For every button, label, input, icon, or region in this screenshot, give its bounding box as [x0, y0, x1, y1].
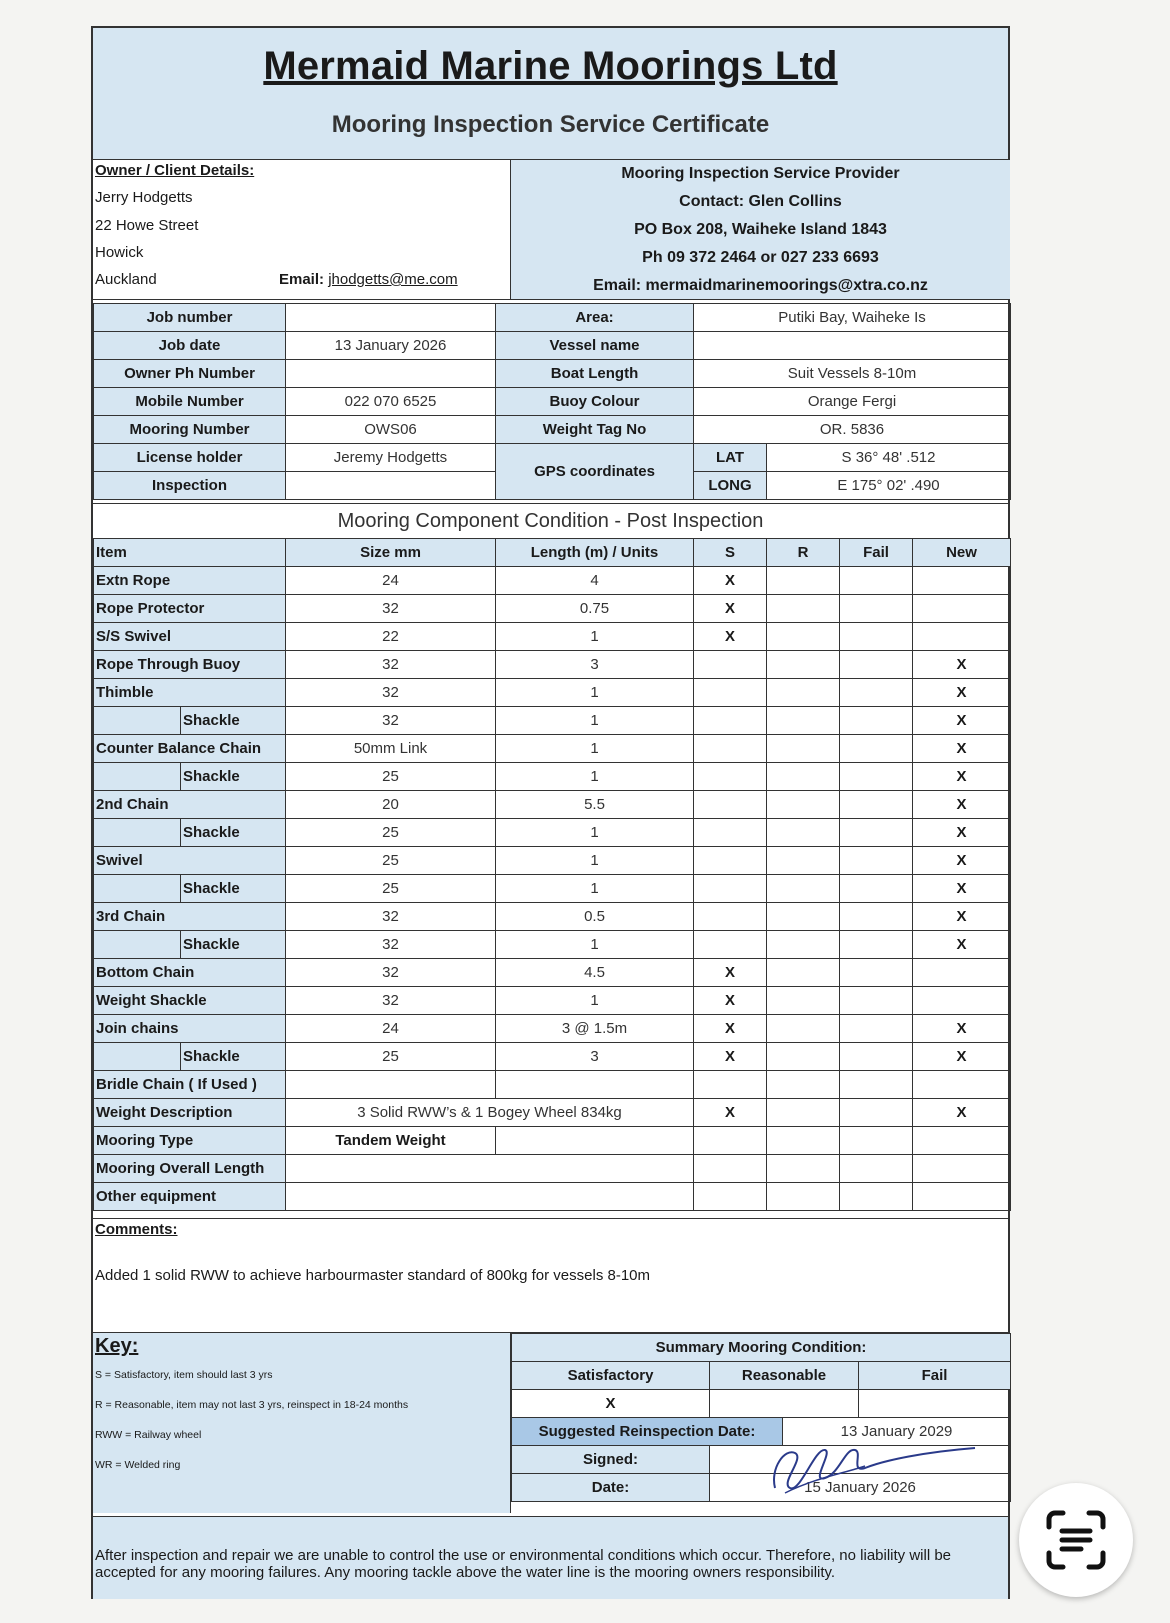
job-right-label-2: Boat Length	[496, 360, 694, 388]
mooring-type-label: Mooring Type	[94, 1127, 286, 1155]
title-block	[93, 28, 1008, 160]
component-size: 32	[286, 707, 496, 735]
signed-label: Signed:	[512, 1446, 710, 1474]
component-item: Shackle	[181, 1043, 286, 1071]
comments-label: Comments:	[95, 1221, 178, 1238]
component-item: Extn Rope	[94, 567, 286, 595]
component-indent	[94, 819, 181, 847]
component-fail	[840, 903, 913, 931]
component-indent	[94, 763, 181, 791]
job-details-table	[93, 303, 1011, 500]
component-r	[767, 707, 840, 735]
component-item: Thimble	[94, 679, 286, 707]
job-value-4: OWS06	[286, 416, 496, 444]
owner-details	[93, 160, 511, 300]
component-fail	[840, 1043, 913, 1071]
provider-line-1: Mooring Inspection Service Provider	[621, 165, 900, 182]
component-item: Shackle	[181, 875, 286, 903]
component-item: Join chains	[94, 1015, 286, 1043]
component-fail	[840, 959, 913, 987]
component-length: 1	[496, 679, 694, 707]
table-row	[94, 707, 1011, 735]
job-label-6: Inspection	[94, 472, 286, 500]
component-indent	[94, 707, 181, 735]
component-fail	[840, 651, 913, 679]
component-length: 3	[496, 1043, 694, 1071]
component-size: 32	[286, 595, 496, 623]
text-scan-icon	[1045, 1509, 1107, 1571]
col-r: R	[767, 539, 840, 567]
component-item: Shackle	[181, 931, 286, 959]
component-fail	[840, 1015, 913, 1043]
component-r	[767, 819, 840, 847]
component-s	[694, 763, 767, 791]
component-s: X	[694, 623, 767, 651]
component-length: 1	[496, 987, 694, 1015]
job-right-value-0: Putiki Bay, Waiheke Is	[694, 304, 1011, 332]
component-s	[694, 735, 767, 763]
table-row	[94, 987, 1011, 1015]
component-item: Rope Protector	[94, 595, 286, 623]
component-new	[913, 567, 1011, 595]
overall-length-label: Mooring Overall Length	[94, 1155, 286, 1183]
component-fail	[840, 763, 913, 791]
weight-s: X	[694, 1099, 767, 1127]
component-size: 32	[286, 651, 496, 679]
component-indent	[94, 875, 181, 903]
component-item: Bridle Chain ( If Used )	[94, 1071, 286, 1099]
summary-mark: X	[512, 1390, 710, 1418]
mooring-type-value: Tandem Weight	[286, 1127, 496, 1155]
component-new: X	[913, 735, 1011, 763]
col-new: New	[913, 539, 1011, 567]
job-right-value-1	[694, 332, 1011, 360]
component-length: 1	[496, 819, 694, 847]
table-row	[94, 875, 1011, 903]
component-length: 4	[496, 567, 694, 595]
table-row	[94, 567, 1011, 595]
component-item: Shackle	[181, 819, 286, 847]
provider-phone: Ph 09 372 2464 or 027 233 6693	[642, 249, 879, 266]
component-fail	[840, 623, 913, 651]
owner-email-link[interactable]: jhodgetts@me.com	[328, 271, 458, 288]
component-r	[767, 987, 840, 1015]
component-new: X	[913, 875, 1011, 903]
component-s	[694, 847, 767, 875]
component-length: 1	[496, 707, 694, 735]
component-s: X	[694, 987, 767, 1015]
component-size: 25	[286, 875, 496, 903]
signature-cell	[710, 1446, 1011, 1474]
component-new: X	[913, 679, 1011, 707]
job-right-label-1: Vessel name	[496, 332, 694, 360]
summary-reasonable: Reasonable	[710, 1362, 859, 1390]
component-size: 32	[286, 679, 496, 707]
key-s: S = Satisfactory, item should last 3 yrs	[95, 1369, 273, 1381]
component-item: S/S Swivel	[94, 623, 286, 651]
lat-label: LAT	[694, 444, 767, 472]
component-fail	[840, 875, 913, 903]
owner-city: Auckland	[95, 271, 157, 288]
table-row	[94, 651, 1011, 679]
component-new: X	[913, 931, 1011, 959]
table-row	[94, 847, 1011, 875]
component-fail	[840, 735, 913, 763]
component-s	[694, 903, 767, 931]
job-right-value-4: OR. 5836	[694, 416, 1011, 444]
component-length	[496, 1071, 694, 1099]
component-item: Swivel	[94, 847, 286, 875]
component-fail	[840, 987, 913, 1015]
component-new: X	[913, 1015, 1011, 1043]
owner-email-label: Email:	[279, 271, 325, 288]
component-new: X	[913, 1043, 1011, 1071]
date-label: Date:	[512, 1474, 710, 1502]
table-row	[94, 791, 1011, 819]
components-table	[93, 538, 1011, 1211]
component-s	[694, 819, 767, 847]
component-fail	[840, 1071, 913, 1099]
key-r: R = Reasonable, item may not last 3 yrs, reinspect in 18-24 months	[95, 1399, 409, 1411]
owner-name: Jerry Hodgetts	[95, 189, 193, 206]
component-size: 25	[286, 819, 496, 847]
table-row	[94, 623, 1011, 651]
component-r	[767, 1015, 840, 1043]
component-length: 1	[496, 847, 694, 875]
component-fail	[840, 791, 913, 819]
key-label: Key:	[95, 1335, 139, 1357]
component-s	[694, 707, 767, 735]
component-item: Bottom Chain	[94, 959, 286, 987]
job-value-0	[286, 304, 496, 332]
job-label-4: Mooring Number	[94, 416, 286, 444]
component-indent	[94, 931, 181, 959]
component-s: X	[694, 1043, 767, 1071]
job-label-0: Job number	[94, 304, 286, 332]
component-item: Counter Balance Chain	[94, 735, 286, 763]
component-new: X	[913, 903, 1011, 931]
provider-address: PO Box 208, Waiheke Island 1843	[634, 221, 887, 238]
component-r	[767, 763, 840, 791]
component-item: Shackle	[181, 763, 286, 791]
component-size: 24	[286, 1015, 496, 1043]
component-s	[694, 1071, 767, 1099]
col-s: S	[694, 539, 767, 567]
table-row	[94, 959, 1011, 987]
component-length: 1	[496, 735, 694, 763]
component-r	[767, 595, 840, 623]
component-r	[767, 875, 840, 903]
col-size: Size mm	[286, 539, 496, 567]
component-size: 24	[286, 567, 496, 595]
component-s	[694, 931, 767, 959]
component-size: 32	[286, 959, 496, 987]
job-value-3: 022 070 6525	[286, 388, 496, 416]
summary-heading: Summary Mooring Condition:	[512, 1334, 1011, 1362]
component-size: 32	[286, 931, 496, 959]
long-label: LONG	[694, 472, 767, 500]
component-length: 1	[496, 623, 694, 651]
job-right-value-2: Suit Vessels 8-10m	[694, 360, 1011, 388]
component-length: 0.75	[496, 595, 694, 623]
component-r	[767, 735, 840, 763]
liability-footer	[93, 1516, 1008, 1599]
job-value-6	[286, 472, 496, 500]
component-size: 22	[286, 623, 496, 651]
comments-box	[93, 1218, 1008, 1332]
component-r	[767, 903, 840, 931]
weight-new: X	[913, 1099, 1011, 1127]
component-s: X	[694, 595, 767, 623]
key-wr: WR = Welded ring	[95, 1459, 181, 1471]
table-row	[94, 819, 1011, 847]
job-label-2: Owner Ph Number	[94, 360, 286, 388]
table-row	[94, 1043, 1011, 1071]
component-s	[694, 875, 767, 903]
table-row	[94, 735, 1011, 763]
table-row	[94, 1071, 1011, 1099]
component-r	[767, 959, 840, 987]
component-item: Weight Shackle	[94, 987, 286, 1015]
table-row	[94, 1015, 1011, 1043]
component-size	[286, 1071, 496, 1099]
job-value-5: Jeremy Hodgetts	[286, 444, 496, 472]
component-fail	[840, 931, 913, 959]
component-fail	[840, 847, 913, 875]
summary-box	[511, 1332, 1010, 1513]
component-new: X	[913, 763, 1011, 791]
component-size: 25	[286, 1043, 496, 1071]
component-r	[767, 1071, 840, 1099]
component-indent	[94, 1043, 181, 1071]
component-fail	[840, 595, 913, 623]
component-r	[767, 679, 840, 707]
component-new: X	[913, 707, 1011, 735]
component-r	[767, 623, 840, 651]
component-r	[767, 791, 840, 819]
owner-heading: Owner / Client Details:	[95, 162, 255, 179]
table-row	[94, 903, 1011, 931]
lat-value: S 36° 48' .512	[767, 444, 1011, 472]
provider-contact: Contact: Glen Collins	[679, 193, 842, 210]
component-length: 1	[496, 931, 694, 959]
job-right-label-4: Weight Tag No	[496, 416, 694, 444]
component-item: Rope Through Buoy	[94, 651, 286, 679]
provider-details	[511, 160, 1010, 300]
reinspect-label: Suggested Reinspection Date:	[512, 1418, 783, 1446]
component-length: 1	[496, 875, 694, 903]
job-right-label-0: Area:	[496, 304, 694, 332]
job-label-3: Mobile Number	[94, 388, 286, 416]
key-box	[93, 1332, 511, 1513]
component-s	[694, 679, 767, 707]
component-size: 20	[286, 791, 496, 819]
component-fail	[840, 819, 913, 847]
component-s: X	[694, 567, 767, 595]
long-value: E 175° 02' .490	[767, 472, 1011, 500]
job-right-value-3: Orange Fergi	[694, 388, 1011, 416]
table-row	[94, 931, 1011, 959]
component-item: 3rd Chain	[94, 903, 286, 931]
component-new	[913, 595, 1011, 623]
table-row	[94, 595, 1011, 623]
job-value-1: 13 January 2026	[286, 332, 496, 360]
job-label-1: Job date	[94, 332, 286, 360]
component-length: 0.5	[496, 903, 694, 931]
component-new: X	[913, 819, 1011, 847]
component-fail	[840, 679, 913, 707]
table-row	[94, 763, 1011, 791]
component-length: 1	[496, 763, 694, 791]
certificate-sheet	[91, 26, 1010, 1599]
component-item: Shackle	[181, 707, 286, 735]
certificate-title: Mooring Inspection Service Certificate	[331, 111, 770, 138]
summary-satisfactory: Satisfactory	[512, 1362, 710, 1390]
component-size: 50mm Link	[286, 735, 496, 763]
component-size: 25	[286, 847, 496, 875]
job-right-label-3: Buoy Colour	[496, 388, 694, 416]
company-name: Mermaid Marine Moorings Ltd	[263, 44, 838, 88]
component-size: 32	[286, 903, 496, 931]
component-s: X	[694, 1015, 767, 1043]
component-new	[913, 623, 1011, 651]
component-size: 32	[286, 987, 496, 1015]
component-new	[913, 987, 1011, 1015]
component-length: 5.5	[496, 791, 694, 819]
component-length: 4.5	[496, 959, 694, 987]
component-new: X	[913, 651, 1011, 679]
component-r	[767, 1043, 840, 1071]
weight-label: Weight Description	[94, 1099, 286, 1127]
provider-email: Email: mermaidmarinemoorings@xtra.co.nz	[593, 277, 928, 294]
comments-text: Added 1 solid RWW to achieve harbourmaster standard of 800kg for vessels 8-10m	[95, 1267, 650, 1284]
owner-suburb: Howick	[95, 244, 144, 261]
component-new	[913, 1071, 1011, 1099]
component-size: 25	[286, 763, 496, 791]
component-s: X	[694, 959, 767, 987]
signature	[755, 1438, 985, 1498]
col-item: Item	[94, 539, 286, 567]
job-label-5: License holder	[94, 444, 286, 472]
component-length: 3	[496, 651, 694, 679]
job-value-2	[286, 360, 496, 388]
table-row	[94, 679, 1011, 707]
component-r	[767, 931, 840, 959]
component-new	[913, 959, 1011, 987]
col-fail: Fail	[840, 539, 913, 567]
component-fail	[840, 707, 913, 735]
component-length: 3 @ 1.5m	[496, 1015, 694, 1043]
owner-street: 22 Howe Street	[95, 217, 199, 234]
component-fail	[840, 567, 913, 595]
component-r	[767, 567, 840, 595]
gps-label: GPS coordinates	[496, 444, 694, 500]
component-s	[694, 791, 767, 819]
summary-fail: Fail	[859, 1362, 1011, 1390]
weight-value: 3 Solid RWW’s & 1 Bogey Wheel 834kg	[286, 1099, 694, 1127]
component-item: 2nd Chain	[94, 791, 286, 819]
component-r	[767, 847, 840, 875]
summary-table	[511, 1333, 1011, 1502]
col-length: Length (m) / Units	[496, 539, 694, 567]
other-equipment-label: Other equipment	[94, 1183, 286, 1211]
liability-text: After inspection and repair we are unable to control the use or environmental conditions which occur. Therefore, no liability will be accepted for any mooring failures. Any mooring tackle above the water line is the mooring owners responsibility.	[95, 1547, 952, 1581]
key-rww: RWW = Railway wheel	[95, 1429, 202, 1441]
signed-date: 15 January 2026	[710, 1474, 1011, 1502]
text-scan-button[interactable]	[1019, 1483, 1133, 1597]
component-new: X	[913, 847, 1011, 875]
component-r	[767, 651, 840, 679]
components-heading: Mooring Component Condition - Post Inspection	[93, 503, 1008, 538]
component-new: X	[913, 791, 1011, 819]
reinspect-date: 13 January 2029	[783, 1418, 1011, 1446]
component-s	[694, 651, 767, 679]
